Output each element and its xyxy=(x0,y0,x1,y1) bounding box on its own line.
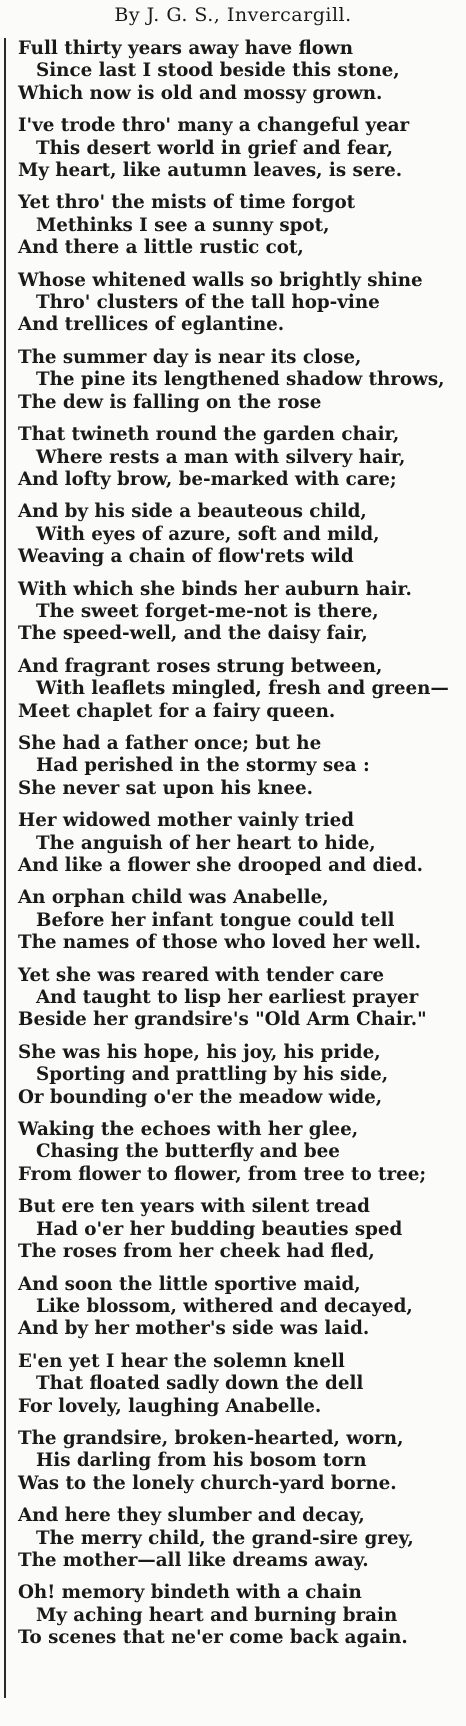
poem-line: Full thirty years away have flown xyxy=(18,38,354,59)
poem-line: And soon the little sportive maid, xyxy=(18,1273,361,1295)
stanza xyxy=(18,1042,464,1109)
poem-line: The anguish of her heart to hide, xyxy=(36,832,376,854)
poem-line: She never sat upon his knee. xyxy=(18,777,314,799)
poem-line: This desert world in grief and fear, xyxy=(36,137,394,159)
poem-line: Like blossom, withered and decayed, xyxy=(36,1295,413,1317)
poem-line: That floated sadly down the dell xyxy=(36,1373,364,1395)
poem-line: With which she binds her auburn hair. xyxy=(18,578,412,600)
poem-line: Had perished in the stormy sea : xyxy=(36,755,370,777)
poem-line: To scenes that ne'er come back again. xyxy=(18,1627,408,1649)
poem-line: The names of those who loved her well. xyxy=(18,932,421,954)
poem-line: The dew is falling on the rose xyxy=(18,391,322,413)
stanza xyxy=(18,1274,464,1341)
poem-line: And taught to lisp her earliest prayer xyxy=(36,987,419,1009)
poem-line: And here they slumber and decay, xyxy=(18,1505,365,1527)
poem-line: E'en yet I hear the solemn knell xyxy=(18,1350,345,1372)
poem-line: For lovely, laughing Anabelle. xyxy=(18,1395,322,1417)
poem-line: From flower to flower, from tree to tree; xyxy=(18,1163,427,1185)
stanza xyxy=(18,579,464,646)
poem-line: Where rests a man with silvery hair, xyxy=(36,446,406,468)
poem-line: Methinks I see a sunny spot, xyxy=(36,214,330,236)
stanza xyxy=(18,656,464,723)
poem-line: I've trode thro' many a changeful year xyxy=(18,115,410,137)
stanza xyxy=(18,115,464,182)
stanza xyxy=(18,38,464,105)
stanza xyxy=(18,1119,464,1186)
poem-line: My aching heart and burning brain xyxy=(36,1604,398,1626)
stanza xyxy=(18,192,464,259)
poem-line: Thro' clusters of the tall hop-vine xyxy=(36,292,380,314)
poem-line: The roses from her cheek had fled, xyxy=(18,1241,375,1263)
poem-line: With eyes of azure, soft and mild, xyxy=(36,523,380,545)
stanza xyxy=(18,965,464,1032)
poem-line: Beside her grandsire's "Old Arm Chair." xyxy=(18,1009,427,1031)
poem-line: And there a little rustic cot, xyxy=(18,237,304,259)
poem-line: The grandsire, broken-hearted, worn, xyxy=(18,1427,404,1449)
stanza xyxy=(18,1505,464,1572)
stanza xyxy=(18,270,464,337)
poem-line: Was to the lonely church-yard borne. xyxy=(18,1472,397,1494)
poem-body xyxy=(18,38,464,1660)
poem-line: Her widowed mother vainly tried xyxy=(18,810,355,832)
stanza xyxy=(18,1582,464,1649)
poem-line: Yet thro' the mists of time forgot xyxy=(18,192,356,214)
poem-line: And by her mother's side was laid. xyxy=(18,1318,370,1340)
poem-line: The pine its lengthened shadow throws, xyxy=(36,369,445,391)
stanza xyxy=(18,1428,464,1495)
poem-line: Oh! memory bindeth with a chain xyxy=(18,1582,362,1604)
poem-line: Meet chaplet for a fairy queen. xyxy=(18,700,336,722)
poem-line: She had a father once; but he xyxy=(18,732,322,754)
poem-line: That twineth round the garden chair, xyxy=(18,424,400,446)
poem-line: Before her infant tongue could tell xyxy=(36,909,395,931)
poem-line: With leaflets mingled, fresh and green— xyxy=(36,678,449,700)
poem-line: And trellices of eglantine. xyxy=(18,314,285,336)
stanza xyxy=(18,1196,464,1263)
poem-line: Which now is old and mossy grown. xyxy=(18,82,383,104)
poem-line: And by his side a beauteous child, xyxy=(18,501,367,523)
poem-line: The merry child, the grand-sire grey, xyxy=(36,1527,414,1549)
poem-line: His darling from his bosom torn xyxy=(36,1450,367,1472)
poem-line: Chasing the butterfly and bee xyxy=(36,1141,340,1163)
column-rule xyxy=(4,38,6,1698)
poem-line: The speed-well, and the daisy fair, xyxy=(18,623,368,645)
poem-line: And fragrant roses strung between, xyxy=(18,655,383,677)
poem-line: The sweet forget-me-not is there, xyxy=(36,600,379,622)
poem-line: The mother—all like dreams away. xyxy=(18,1549,369,1571)
stanza xyxy=(18,810,464,877)
poem-line: My heart, like autumn leaves, is sere. xyxy=(18,160,403,182)
poem-line: But ere ten years with silent tread xyxy=(18,1196,370,1218)
poem-line: Yet she was reared with tender care xyxy=(18,964,385,986)
poem-line: An orphan child was Anabelle, xyxy=(18,887,329,909)
poem-line: And like a flower she drooped and died. xyxy=(18,855,423,876)
poem-line: Had o'er her budding beauties sped xyxy=(36,1218,403,1240)
poem-line: The summer day is near its close, xyxy=(18,346,362,368)
stanza xyxy=(18,501,464,568)
poem-line: Sporting and prattling by his side, xyxy=(36,1064,389,1086)
poem-line: Weaving a chain of flow'rets wild xyxy=(18,546,354,568)
byline: By J. G. S., Invercargill. xyxy=(114,4,352,26)
poem-line: Whose whitened walls so brightly shine xyxy=(18,269,423,291)
stanza xyxy=(18,347,464,414)
stanza xyxy=(18,1351,464,1418)
poem-line: And lofty brow, be-marked with care; xyxy=(18,468,397,490)
poem-line: Waking the echoes with her glee, xyxy=(18,1119,359,1141)
stanza xyxy=(18,887,464,954)
poem-line: Or bounding o'er the meadow wide, xyxy=(18,1086,383,1108)
poem-line: Since last I stood beside this stone, xyxy=(36,60,400,82)
stanza xyxy=(18,733,464,800)
stanza xyxy=(18,424,464,491)
poem-line: She was his hope, his joy, his pride, xyxy=(18,1041,381,1063)
